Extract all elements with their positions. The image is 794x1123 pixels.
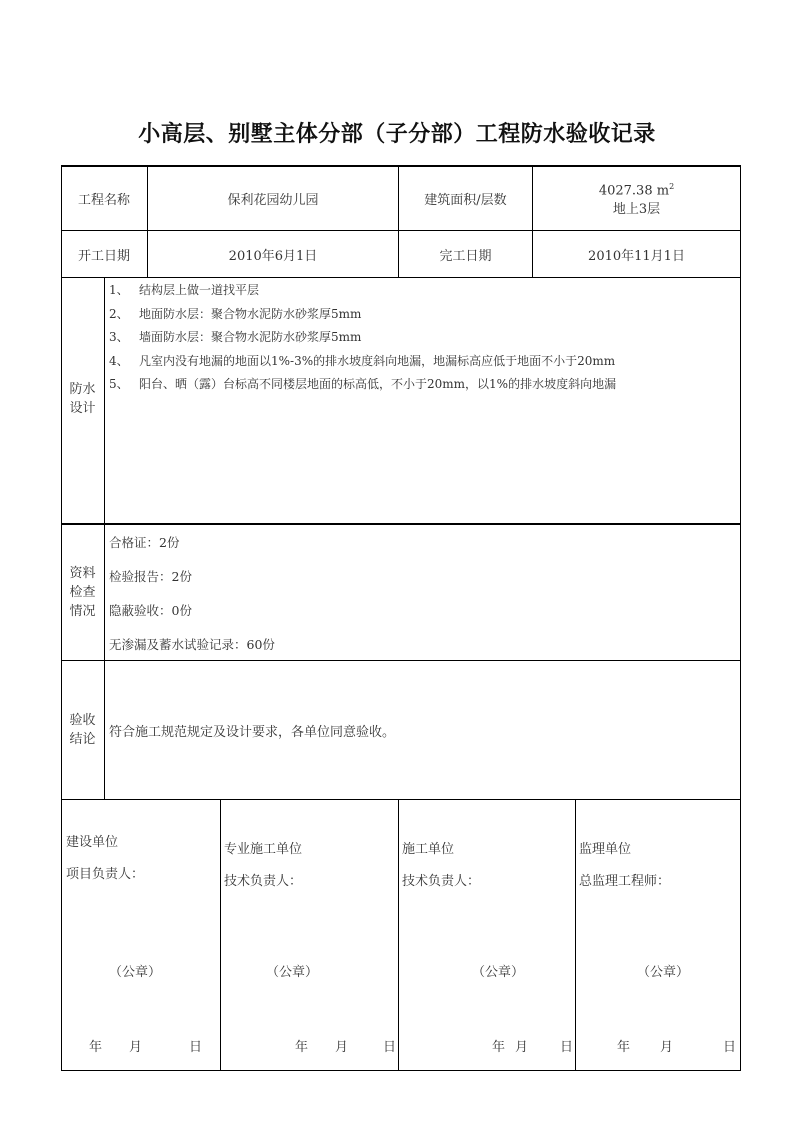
date-day: 日 bbox=[383, 1040, 397, 1055]
page-title: 小高层、别墅主体分部（子分部）工程防水验收记录 bbox=[138, 121, 656, 147]
design-item: 3、 墙面防水层：聚合物水泥防水砂浆厚5mm bbox=[109, 330, 362, 344]
area-label: 建筑面积/层数 bbox=[424, 193, 507, 208]
signature-block-specialist-contractor bbox=[221, 800, 398, 1070]
seal-placeholder: （公章） bbox=[109, 965, 162, 980]
seal-placeholder: （公章） bbox=[266, 965, 319, 980]
signature-block-supervisor bbox=[576, 800, 740, 1070]
documents-item: 无渗漏及蓄水试验记录：60份 bbox=[109, 637, 275, 652]
border-bottom bbox=[61, 1070, 741, 1071]
start-date-value: 2010年6月1日 bbox=[228, 248, 318, 264]
date-year: 年 bbox=[295, 1040, 309, 1055]
design-item: 1、 结构层上做一道找平层 bbox=[109, 283, 260, 297]
end-date-label: 完工日期 bbox=[439, 248, 492, 264]
date-month: 月 bbox=[129, 1040, 143, 1055]
documents-item: 合格证：2份 bbox=[109, 535, 180, 550]
unit-name: 施工单位 bbox=[402, 842, 455, 857]
date-month: 月 bbox=[335, 1040, 349, 1055]
project-name-label: 工程名称 bbox=[77, 193, 130, 208]
responsible-role: 总监理工程师： bbox=[579, 874, 671, 889]
seal-placeholder: （公章） bbox=[637, 965, 690, 980]
design-item: 2、 地面防水层：聚合物水泥防水砂浆厚5mm bbox=[109, 306, 362, 321]
documents-item: 检验报告：2份 bbox=[109, 569, 192, 584]
design-list bbox=[109, 279, 616, 397]
signature-block-contractor bbox=[399, 800, 575, 1070]
date-day: 日 bbox=[560, 1040, 574, 1055]
area-value-cell bbox=[533, 167, 740, 230]
border-right bbox=[740, 165, 741, 1071]
conclusion-text: 符合施工规范规定及设计要求，各单位同意验收。 bbox=[109, 724, 396, 740]
conclusion-label: 验收 结论 bbox=[69, 713, 96, 747]
documents-list bbox=[109, 526, 275, 662]
end-date-value: 2010年11月1日 bbox=[588, 248, 685, 264]
project-name-value: 保利花园幼儿园 bbox=[227, 193, 319, 208]
date-year: 年 bbox=[89, 1040, 103, 1055]
unit-name: 建设单位 bbox=[66, 835, 119, 850]
responsible-role: 技术负责人： bbox=[402, 874, 481, 889]
design-item: 5、 阳台、晒（露）台标高不同楼层地面的标高低，不小于20mm，以1%的排水坡度斜向地漏 bbox=[109, 377, 617, 391]
date-year: 年 bbox=[492, 1040, 506, 1055]
divider-row3 bbox=[61, 523, 741, 525]
unit-name: 专业施工单位 bbox=[224, 842, 303, 857]
date-month: 月 bbox=[515, 1040, 529, 1055]
divider-label-col bbox=[104, 277, 105, 800]
date-day: 日 bbox=[723, 1040, 737, 1055]
design-label: 防水 设计 bbox=[69, 382, 96, 416]
date-day: 日 bbox=[189, 1040, 203, 1055]
responsible-role: 项目负责人： bbox=[66, 867, 145, 882]
unit-name: 监理单位 bbox=[579, 842, 632, 857]
area-value: 4027.38 $m^2$ bbox=[598, 182, 675, 199]
design-item: 4、 凡室内没有地漏的地面以1%-3%的排水坡度斜向地漏，地漏标高应低于地面不小于20mm bbox=[109, 353, 616, 368]
documents-item: 隐蔽验收：0份 bbox=[109, 603, 192, 618]
date-month: 月 bbox=[660, 1040, 674, 1055]
start-date-label: 开工日期 bbox=[77, 248, 130, 264]
date-year: 年 bbox=[617, 1040, 631, 1055]
divider-row2 bbox=[61, 277, 741, 278]
signature-block-owner bbox=[61, 800, 220, 1070]
seal-placeholder: （公章） bbox=[472, 965, 525, 980]
acceptance-form bbox=[61, 165, 741, 1071]
responsible-role: 技术负责人： bbox=[224, 874, 303, 889]
floors-value: 地上3层 bbox=[612, 201, 661, 217]
documents-label: 资料 检查 情况 bbox=[69, 566, 96, 619]
